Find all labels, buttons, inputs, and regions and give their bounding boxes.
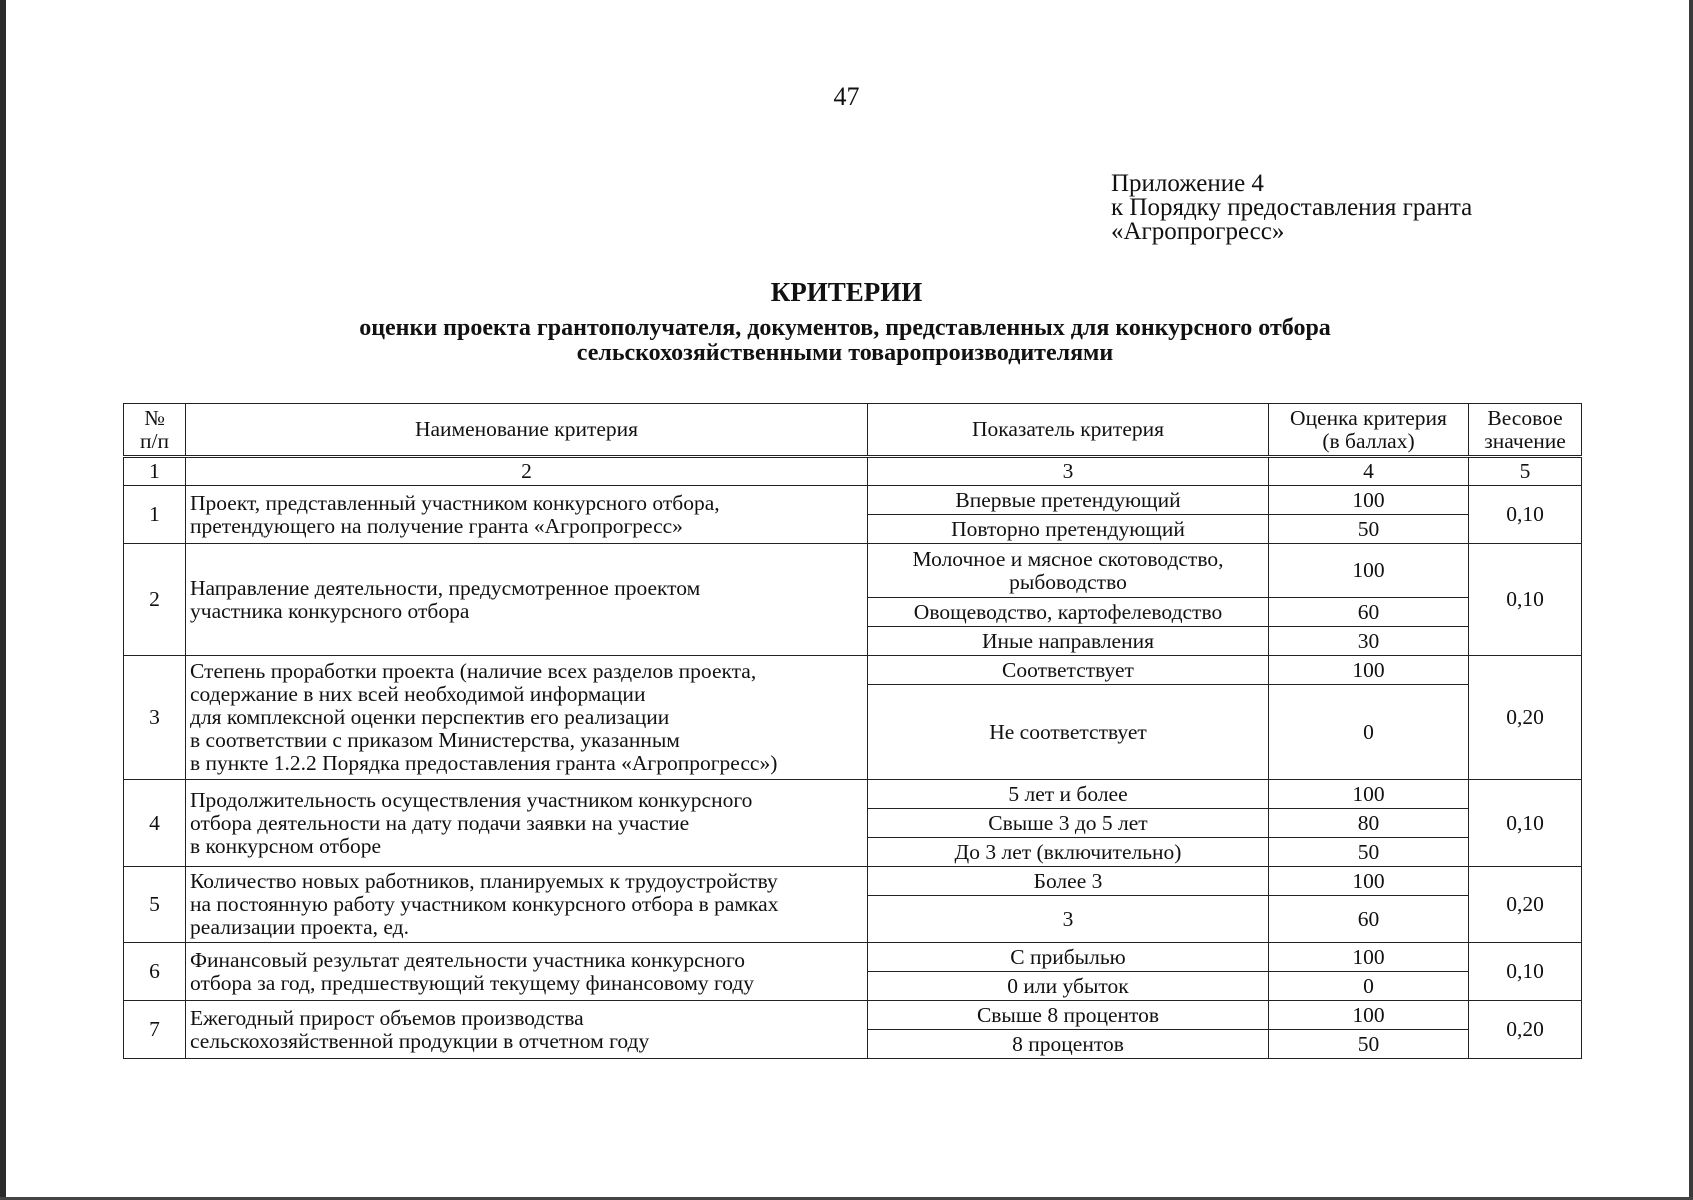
criterion-weight: 0,10 [1469, 780, 1582, 867]
criterion-indicator-line: рыбоводство [1009, 569, 1127, 594]
criterion-score: 100 [1269, 943, 1469, 972]
criterion-score: 100 [1269, 780, 1469, 809]
criterion-score: 100 [1269, 486, 1469, 515]
column-number: 2 [186, 457, 868, 486]
criterion-indicator: 8 процентов [868, 1030, 1269, 1059]
criterion-score: 100 [1269, 656, 1469, 685]
criterion-score: 50 [1269, 1030, 1469, 1059]
table-row [124, 867, 1582, 896]
criterion-number: 7 [124, 1001, 186, 1059]
criterion-number: 6 [124, 943, 186, 1001]
criterion-name-line: в соответствии с приказом Министерства, указанным [190, 728, 680, 752]
criterion-score: 100 [1269, 1001, 1469, 1030]
criterion-name [186, 780, 868, 867]
criterion-name-line: содержание в них всей необходимой информации [190, 682, 646, 706]
table-row [124, 943, 1582, 972]
criterion-name [186, 1001, 868, 1059]
criterion-name-line: отбора за год, предшествующий текущему финансовому году [190, 970, 755, 995]
criterion-name-line: Финансовый результат деятельности участника конкурсного [190, 947, 745, 972]
criterion-name-line: в пункте 1.2.2 Порядка предоставления гранта «Агропрогресс») [190, 751, 778, 775]
criterion-indicator: 3 [868, 896, 1269, 943]
header-name: Наименование критерия [186, 404, 868, 457]
criterion-name-line: реализации проекта, ед. [190, 915, 409, 939]
criterion-indicator: Овощеводство, картофелеводство [868, 598, 1269, 627]
header-weight-line: значение [1484, 428, 1566, 453]
header-num-line: п/п [140, 428, 169, 453]
table-row [124, 656, 1582, 685]
column-number-row [124, 457, 1582, 486]
table-row [124, 544, 1582, 598]
criterion-name-line: для комплексной оценки перспектив его реализации [190, 705, 670, 729]
table-row [124, 1001, 1582, 1030]
criterion-score: 30 [1269, 627, 1469, 656]
criterion-name-line: сельскохозяйственной продукции в отчетном году [190, 1028, 650, 1053]
criterion-name [186, 867, 868, 943]
criterion-name [186, 943, 868, 1001]
criterion-indicator: Свыше 8 процентов [868, 1001, 1269, 1030]
header-score-line: Оценка критерия [1290, 405, 1447, 430]
header-weight-line: Весовое [1487, 405, 1563, 430]
header-weight [1469, 404, 1582, 457]
column-number: 5 [1469, 457, 1582, 486]
criterion-indicator: Иные направления [868, 627, 1269, 656]
criterion-name [186, 486, 868, 544]
criterion-weight: 0,20 [1469, 867, 1582, 943]
criterion-indicator-line: Молочное и мясное скотоводство, [912, 546, 1224, 571]
appendix-note [1111, 172, 1472, 244]
table-row [124, 486, 1582, 515]
criterion-number: 2 [124, 544, 186, 656]
criterion-name-line: на постоянную работу участником конкурсного отбора в рамках [190, 892, 779, 916]
criterion-indicator: До 3 лет (включительно) [868, 838, 1269, 867]
scan-edge-left [0, 0, 6, 1200]
criterion-name-line: Продолжительность осуществления участником конкурсного [190, 787, 753, 812]
criterion-indicator: Не соответствует [868, 685, 1269, 780]
criterion-name-line: в конкурсном отборе [190, 833, 381, 858]
subtitle-line: сельскохозяйственными товаропроизводителями [576, 340, 1114, 366]
table-row [124, 780, 1582, 809]
criterion-score: 60 [1269, 598, 1469, 627]
header-indicator: Показатель критерия [868, 404, 1269, 457]
criterion-indicator: Соответствует [868, 656, 1269, 685]
criterion-score: 80 [1269, 809, 1469, 838]
criterion-name [186, 544, 868, 656]
criterion-name-line: Количество новых работников, планируемых к трудоустройству [190, 869, 778, 893]
page-number: 47 [833, 82, 860, 111]
column-number: 1 [124, 457, 186, 486]
header-score-line: (в баллах) [1322, 428, 1415, 453]
appendix-line: «Агропрогресс» [1111, 218, 1285, 245]
criterion-name-line: отбора деятельности на дату подачи заявки на участие [190, 810, 690, 835]
criterion-name-line: участника конкурсного отбора [190, 598, 470, 623]
criterion-name [186, 656, 868, 780]
table-header-row [124, 404, 1582, 457]
column-number: 4 [1269, 457, 1469, 486]
header-num-line: № [144, 405, 165, 430]
criterion-indicator: 0 или убыток [868, 972, 1269, 1001]
document-subtitle [200, 316, 1490, 366]
subtitle-line: оценки проекта грантополучателя, документов, представленных для конкурсного отбора [359, 315, 1331, 341]
criterion-indicator: С прибылью [868, 943, 1269, 972]
criterion-indicator: Повторно претендующий [868, 515, 1269, 544]
criterion-name-line: Степень проработки проекта (наличие всех разделов проекта, [190, 659, 757, 683]
criterion-weight: 0,10 [1469, 544, 1582, 656]
header-num [124, 404, 186, 457]
appendix-line: Приложение 4 [1111, 170, 1264, 197]
criterion-score: 0 [1269, 685, 1469, 780]
criterion-name-line: Проект, представленный участником конкурсного отбора, [190, 490, 720, 515]
criterion-indicator: Более 3 [868, 867, 1269, 896]
criterion-weight: 0,20 [1469, 1001, 1582, 1059]
criterion-name-line: Направление деятельности, предусмотренное проектом [190, 575, 701, 600]
column-number: 3 [868, 457, 1269, 486]
criterion-indicator [868, 544, 1269, 598]
scan-edge-right [1689, 0, 1693, 1200]
appendix-line: к Порядку предоставления гранта [1111, 194, 1473, 221]
criterion-indicator: Свыше 3 до 5 лет [868, 809, 1269, 838]
criterion-name-line: Ежегодный прирост объемов производства [190, 1005, 584, 1030]
criterion-weight: 0,10 [1469, 943, 1582, 1001]
criterion-number: 3 [124, 656, 186, 780]
criterion-score: 100 [1269, 867, 1469, 896]
criterion-score: 50 [1269, 838, 1469, 867]
criterion-number: 5 [124, 867, 186, 943]
criterion-score: 50 [1269, 515, 1469, 544]
criterion-score: 0 [1269, 972, 1469, 1001]
criterion-score: 100 [1269, 544, 1469, 598]
criterion-indicator: 5 лет и более [868, 780, 1269, 809]
criterion-score: 60 [1269, 896, 1469, 943]
criterion-indicator: Впервые претендующий [868, 486, 1269, 515]
criterion-weight: 0,10 [1469, 486, 1582, 544]
criterion-name-line: претендующего на получение гранта «Агропрогресс» [190, 513, 683, 538]
criterion-number: 1 [124, 486, 186, 544]
criterion-number: 4 [124, 780, 186, 867]
criterion-weight: 0,20 [1469, 656, 1582, 780]
document-title: КРИТЕРИИ [770, 277, 923, 307]
criteria-table [123, 403, 1582, 1059]
header-score [1269, 404, 1469, 457]
